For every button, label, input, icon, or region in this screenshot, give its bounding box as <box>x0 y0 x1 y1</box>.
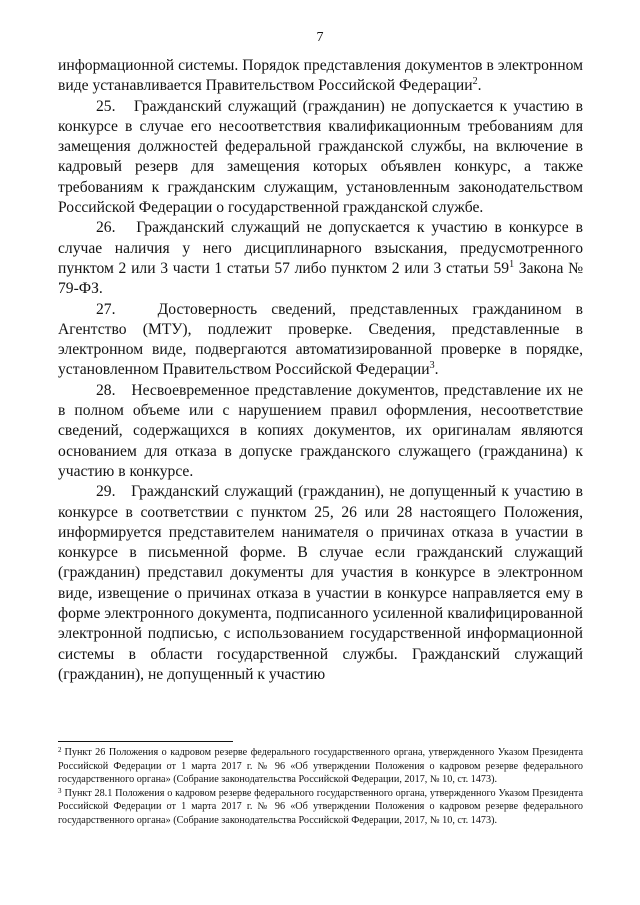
footnote-ref: 3 <box>429 360 435 372</box>
footnote-ref: 2 <box>472 76 478 88</box>
paragraph-29: 29. Гражданский служащий (гражданин), не допущенный к участию в конкурсе в соответствии с пунктом 25, 26 или 28 настоящего Положения, информируется представителем нанимателя о причинах отказа в участии в конкурсе в письменной форме. В случае если гражданский служащий (гражданин) представил документы для участия в конкурсе в электронном виде, извещение о причинах отказа в участии в конкурсе направляется ему в форме электронного документа, подписанного усиленной квалифицированной электронной подписью, с использованием государственной информационной системы в области государственной службы. Гражданский служащий (гражданин), не допущенный к участию <box>58 483 583 683</box>
paragraph-26: 26. Гражданский служащий не допускается к участию в конкурсе в случае наличия у него дисциплинарного взыскания, предусмотренного пунктом 2 или 3 части 1 статьи 57 либо пунктом 2 или 3 статьи $59^1$ Закона № 79-ФЗ. <box>58 219 583 298</box>
footnote-3: $^3$ Пункт 28.1 Положения о кадровом резерве федерального государственного органа, утвержденного Указом Президента Российской Федерации от 1 марта 2017 г. № 96 «Об утверждении Положения о кадровом резерве федерального государственного органа» (Собрание законодательства Российской Федерации, 2017, № 10, ст. 1473). <box>58 786 583 826</box>
footnote-mark: 2 <box>58 746 62 754</box>
body-text <box>58 56 583 685</box>
footnote-ref: 1 <box>509 258 515 270</box>
footnote-separator <box>58 741 233 742</box>
paragraph-25: 25. Гражданский служащий (гражданин) не допускается к участию в конкурсе в случае его несоответствия квалификационным требованиям для замещения должностей федеральной гражданской службы, на включение в кадровый резерв для замещения которых объявлен конкурс, а также требованиям к гражданским служащим, установленным законодательством Российской Федерации о государственной гражданской службе. <box>58 97 583 217</box>
footnotes <box>58 746 583 828</box>
page-number: 7 <box>316 30 324 45</box>
paragraph-27: 27. Достоверность сведений, представленных гражданином в Агентство (МТУ), подлежит проверке. Сведения, представленные в электронном виде, подвергаются автоматизированной проверке в порядке, установленном Правительством Российской Федерации$^3$. <box>58 300 583 379</box>
paragraph-continuation: информационной системы. Порядок представления документов в электронном виде устанавливается Правительством Российской Федерации$^2$. <box>58 57 583 95</box>
footnote-mark: 3 <box>58 786 62 795</box>
footnote-2: $^2$ Пункт 26 Положения о кадровом резерве федерального государственного органа, утвержденного Указом Президента Российской Федерации от 1 марта 2017 г. № 96 «Об утверждении Положения о кадровом резерве федерального государственного органа» (Собрание законодательства Российской Федерации, 2017, № 10, ст. 1473). <box>58 746 583 786</box>
paragraph-28: 28. Несвоевременное представление документов, представление их не в полном объеме или с нарушением правил оформления, несоответствие сведений, содержащихся в копиях документов, их оригиналам являются основанием для отказа в допуске гражданского служащего (гражданина) к участию в конкурсе. <box>58 381 583 480</box>
